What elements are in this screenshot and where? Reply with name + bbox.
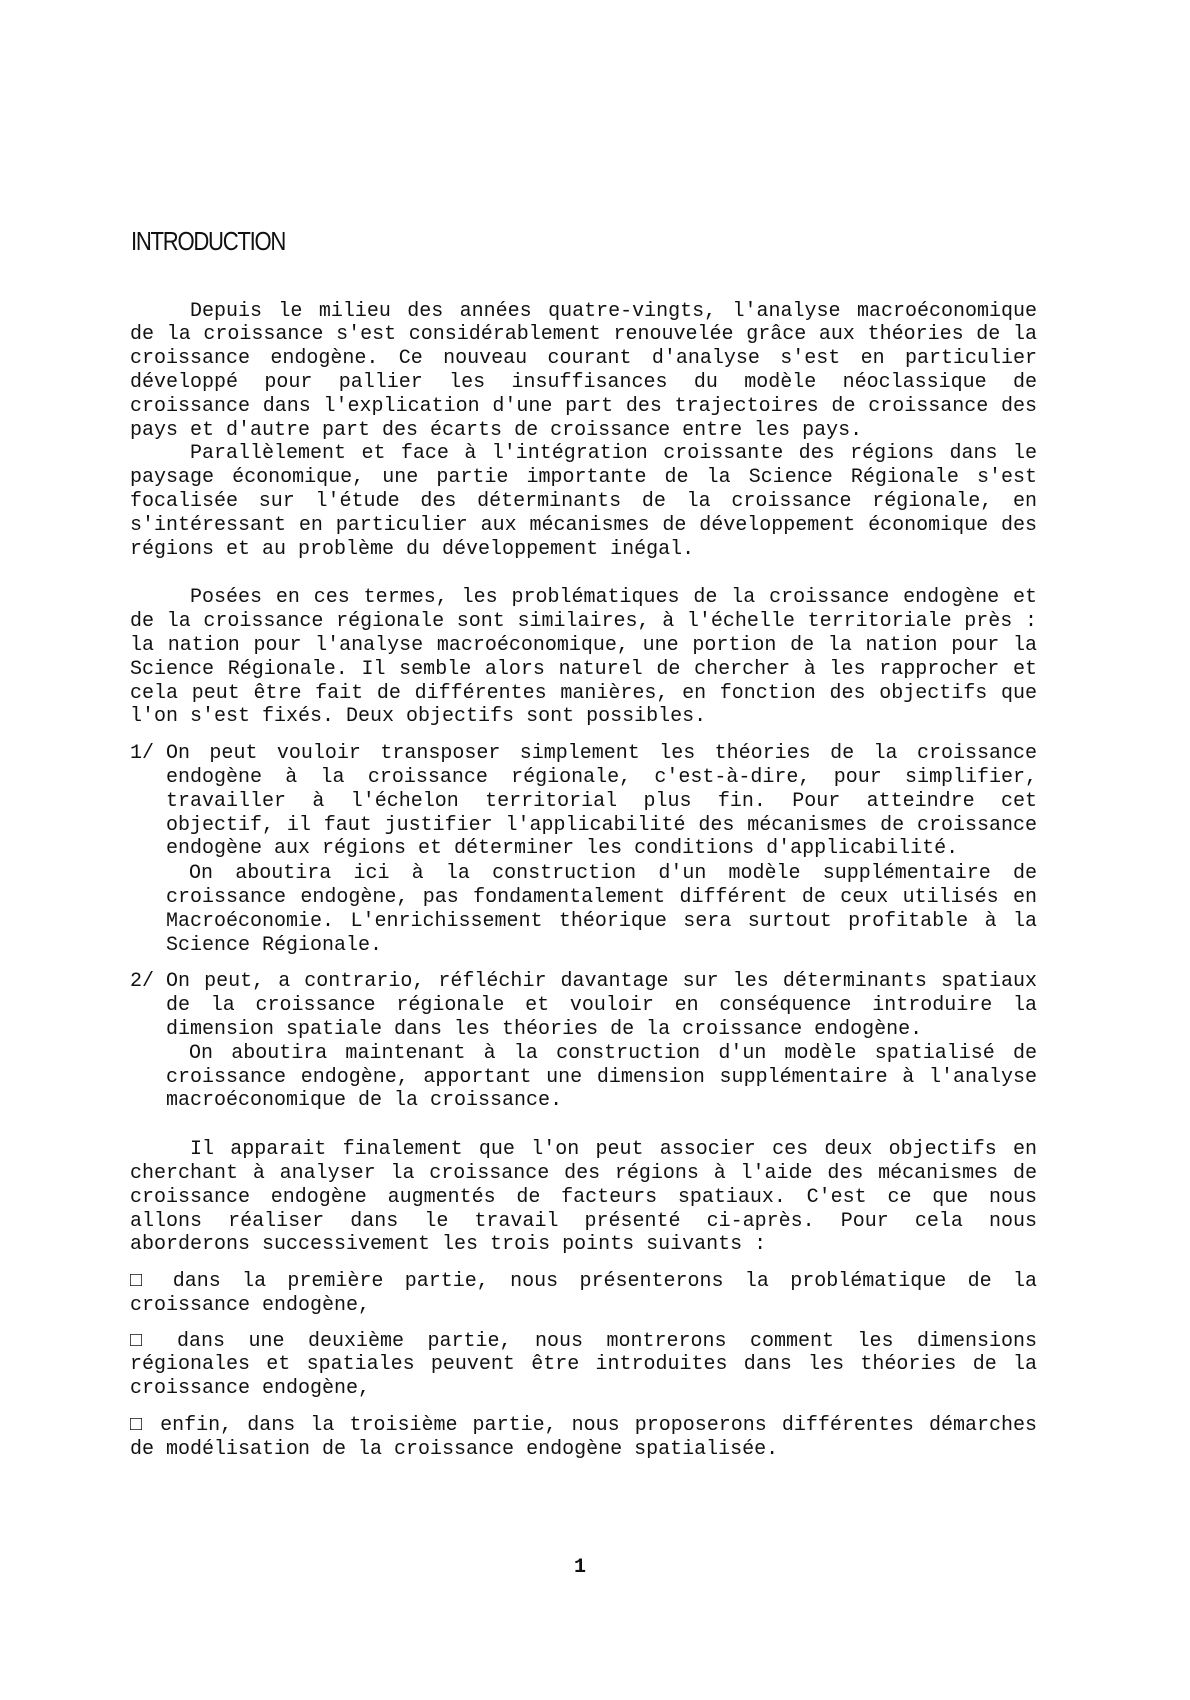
p1-line: développé pour pallier les insuffisances du modèle néoclassique de [130,371,1037,394]
item2-line: dimension spatiale dans les théories de la croissance endogène. [166,1018,923,1041]
item2-line: On peut, a contrario, réfléchir davantage sur les déterminants spatiaux [166,970,1037,993]
b1-line: croissance endogène, [130,1294,371,1317]
b1-line: □ dans la première partie, nous présenterons la problématique de la [130,1270,1037,1293]
p2-line: paysage économique, une partie importante de la Science Régionale s'est [130,466,1037,489]
b3-line: de modélisation de la croissance endogène spatialisée. [130,1438,779,1461]
p4-line: allons réaliser dans le travail présenté ci-après. Pour cela nous [130,1210,1037,1233]
b2-line: □ dans une deuxième partie, nous montrerons comment les dimensions [130,1330,1037,1353]
item1b-line: On aboutira ici à la construction d'un modèle supplémentaire de [189,862,1037,885]
page-number: 1 [573,1556,586,1579]
item2b-line: macroéconomique de la croissance. [166,1089,563,1112]
p2-line: Parallèlement et face à l'intégration croissante des régions dans le [190,442,1037,465]
p4-line: aborderons successivement les trois points suivants : [130,1233,767,1256]
p1-line: pays et d'autre part des écarts de croissance entre les pays. [130,419,863,442]
item1b-line: Macroéconomie. L'enrichissement théorique sera surtout profitable à la [166,910,1037,933]
p3-line: la nation pour l'analyse macroéconomique, une portion de la nation pour la [130,634,1037,657]
b2-line: régionales et spatiales peuvent être introduites dans les théories de la [130,1353,1037,1376]
item2-line: de la croissance régionale et vouloir en conséquence introduire la [166,994,1037,1017]
p2-line: focalisée sur l'étude des déterminants de la croissance régionale, en [130,490,1037,513]
item1-line: endogène aux régions et déterminer les conditions d'applicabilité. [166,837,959,860]
b3-line: □ enfin, dans la troisième partie, nous proposerons différentes démarches [130,1414,1037,1437]
section-title: INTRODUCTION [131,226,286,256]
item1-line: On peut vouloir transposer simplement les théories de la croissance [166,742,1037,765]
p1-line: Depuis le milieu des années quatre-vingts, l'analyse macroéconomique [190,300,1037,323]
p1-line: croissance endogène. Ce nouveau courant d'analyse s'est en particulier [130,347,1037,370]
p1-line: de la croissance s'est considérablement renouvelée grâce aux théories de la [130,323,1037,346]
p1-line: croissance dans l'explication d'une part des trajectoires de croissance des [130,395,1037,418]
p3-line: cela peut être fait de différentes manières, en fonction des objectifs que [130,682,1037,705]
p3-line: Posées en ces termes, les problématiques de la croissance endogène et [190,586,1037,609]
p3-line: de la croissance régionale sont similaires, à l'échelle territoriale près : [130,610,1037,633]
item1-line: objectif, il faut justifier l'applicabilité des mécanismes de croissance [166,814,1037,837]
item1-line: travailler à l'échelon territorial plus fin. Pour atteindre cet [166,790,1037,813]
item2b-line: On aboutira maintenant à la construction d'un modèle spatialisé de [189,1042,1037,1065]
p2-line: s'intéressant en particulier aux mécanismes de développement économique des [130,514,1037,537]
p3-line: Science Régionale. Il semble alors naturel de chercher à les rapprocher et [130,658,1037,681]
b2-line: croissance endogène, [130,1377,371,1400]
item2b-line: croissance endogène, apportant une dimension supplémentaire à l'analyse [166,1066,1037,1089]
item1b-line: Science Régionale. [166,934,383,957]
p4-line: Il apparait finalement que l'on peut associer ces deux objectifs en [190,1138,1037,1161]
item1b-line: croissance endogène, pas fondamentalement différent de ceux utilisés en [166,886,1037,909]
item1-line: endogène à la croissance régionale, c'est-à-dire, pour simplifier, [166,766,1037,789]
list-marker: 2/ [130,970,155,993]
p3-line: l'on s'est fixés. Deux objectifs sont possibles. [130,705,707,728]
p4-line: cherchant à analyser la croissance des régions à l'aide des mécanismes de [130,1162,1037,1185]
p2-line: régions et au problème du développement inégal. [130,538,695,561]
list-marker: 1/ [130,742,155,765]
p4-line: croissance endogène augmentés de facteurs spatiaux. C'est ce que nous [130,1186,1037,1209]
